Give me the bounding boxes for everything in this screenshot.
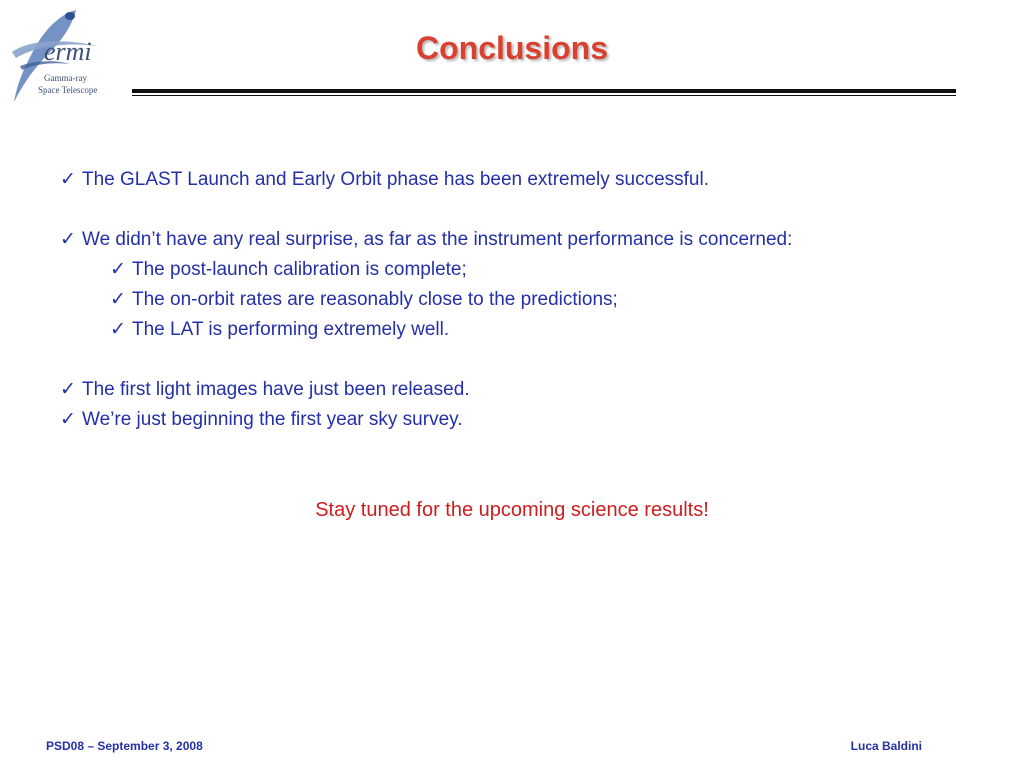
slide-title: Conclusions (415, 30, 608, 66)
sub-bullet-text: The on-orbit rates are reasonably close to the predictions; (132, 289, 618, 310)
svg-text:Space Telescope: Space Telescope (38, 85, 98, 95)
bullet-text: The GLAST Launch and Early Orbit phase has been extremely successful. (82, 169, 709, 190)
bullet-item (60, 379, 470, 401)
footer-event-date: PSD08 – September 3, 2008 (46, 739, 203, 753)
svg-text:Gamma-ray: Gamma-ray (44, 73, 87, 83)
sub-bullet-text: The LAT is performing extremely well. (132, 319, 450, 340)
bullet-text: We didn’t have any real surprise, as far as the instrument performance is concerned: (82, 229, 793, 250)
checkmark-icon: ✓ (60, 379, 76, 400)
footer-author: Luca Baldini (850, 739, 922, 753)
closing-statement: Stay tuned for the upcoming science results! (315, 499, 709, 521)
svg-text:ermi: ermi (44, 37, 92, 66)
sub-bullet-item (110, 289, 618, 311)
checkmark-icon: ✓ (60, 169, 76, 190)
checkmark-icon: ✓ (110, 259, 126, 280)
checkmark-icon: ✓ (60, 409, 76, 430)
sub-bullet-item (110, 319, 449, 341)
title-rule-thin (132, 95, 956, 96)
title-rule-thick (132, 89, 956, 93)
bullet-item (60, 229, 792, 251)
sub-bullet-item (110, 259, 467, 281)
bullet-text: The first light images have just been released. (82, 379, 470, 400)
checkmark-icon: ✓ (60, 229, 76, 250)
bullet-item (60, 169, 709, 191)
checkmark-icon: ✓ (110, 319, 126, 340)
bullet-item (60, 409, 463, 431)
sub-bullet-text: The post-launch calibration is complete; (132, 259, 467, 280)
bullet-text: We’re just beginning the first year sky survey. (82, 409, 463, 430)
checkmark-icon: ✓ (110, 289, 126, 310)
